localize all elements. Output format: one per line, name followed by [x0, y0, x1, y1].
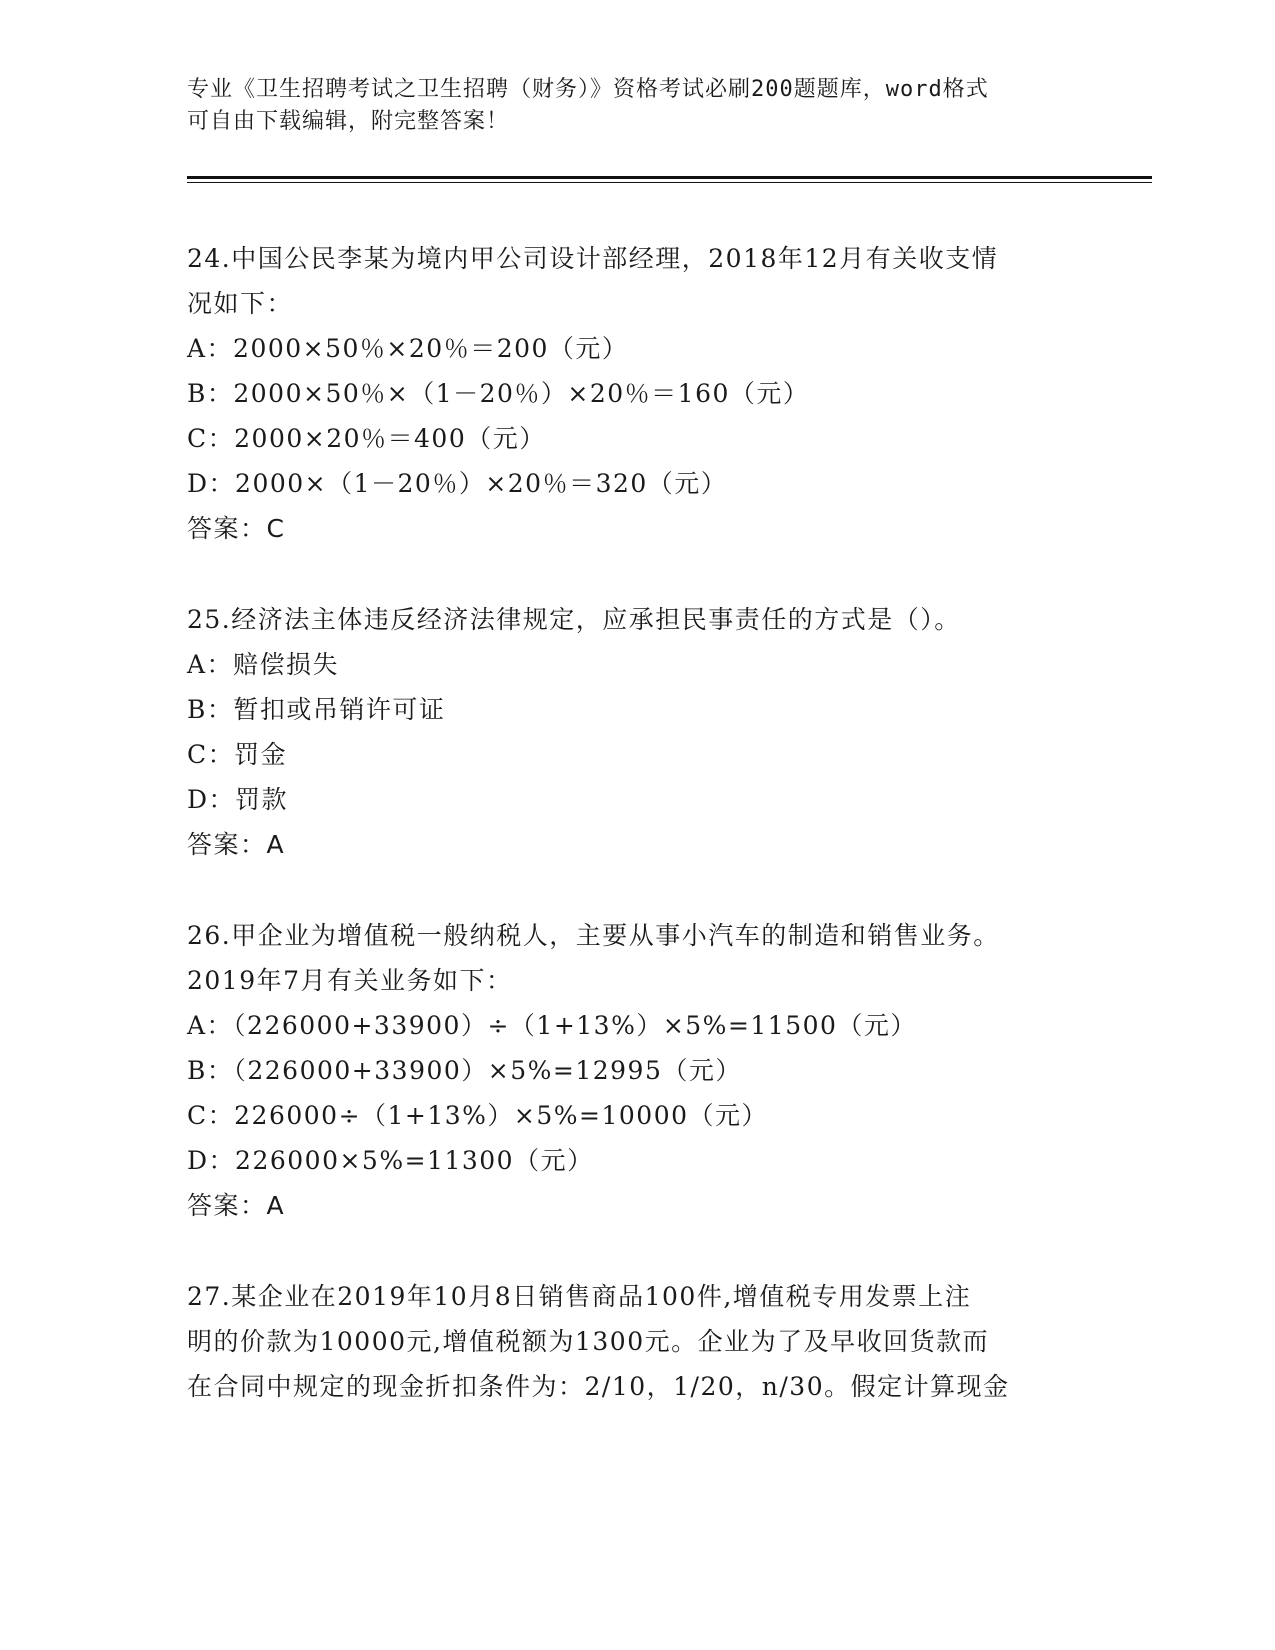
question-stem-line: 26.甲企业为增值税一般纳税人，主要从事小汽车的制造和销售业务。 [187, 921, 1000, 950]
document-header [187, 74, 1087, 138]
question-27 [187, 1274, 1087, 1409]
question-25 [187, 597, 1087, 867]
header-divider-thick [187, 176, 1152, 179]
option-c: C：2000×20％＝400（元） [187, 424, 546, 453]
question-24 [187, 236, 1087, 551]
option-b: B：2000×50％×（1－20％）×20％＝160（元） [187, 379, 810, 408]
answer-line: 答案：A [187, 830, 286, 859]
option-b: B：（226000+33900）×5%=12995（元） [187, 1056, 742, 1085]
header-divider-thin [187, 182, 1152, 183]
option-d: D：罚款 [187, 785, 289, 814]
question-list [187, 236, 1087, 1455]
question-stem-line: 24.中国公民李某为境内甲公司设计部经理，2018年12月有关收支情 [187, 244, 999, 273]
header-line-2: 可自由下载编辑，附完整答案！ [187, 109, 510, 134]
question-26 [187, 913, 1087, 1228]
option-b: B：暂扣或吊销许可证 [187, 695, 446, 724]
question-stem-line: 25.经济法主体违反经济法律规定，应承担民事责任的方式是（）。 [187, 605, 961, 634]
option-a: A：赔偿损失 [187, 650, 340, 679]
answer-line: 答案：C [187, 514, 286, 543]
question-stem-line: 27.某企业在2019年10月8日销售商品100件,增值税专用发票上注 [187, 1282, 972, 1311]
option-c: C：罚金 [187, 740, 288, 769]
option-a: A：2000×50％×20％＝200（元） [187, 334, 629, 363]
option-a: A：（226000+33900）÷（1+13%）×5%=11500（元） [187, 1011, 917, 1040]
option-d: D：2000×（1－20％）×20％＝320（元） [187, 469, 728, 498]
question-stem-line: 况如下： [187, 289, 294, 318]
option-c: C：226000÷（1+13%）×5%=10000（元） [187, 1101, 769, 1130]
option-d: D：226000×5%=11300（元） [187, 1146, 594, 1175]
answer-line: 答案：A [187, 1191, 286, 1220]
header-line-1: 专业《卫生招聘考试之卫生招聘（财务）》资格考试必刷200题题库，word格式 [187, 77, 989, 102]
question-stem-line: 明的价款为10000元,增值税额为1300元。企业为了及早收回货款而 [187, 1327, 990, 1356]
question-stem-line: 2019年7月有关业务如下： [187, 966, 513, 995]
question-stem-line: 在合同中规定的现金折扣条件为：2/10，1/20，n/30。假定计算现金 [187, 1372, 1010, 1401]
